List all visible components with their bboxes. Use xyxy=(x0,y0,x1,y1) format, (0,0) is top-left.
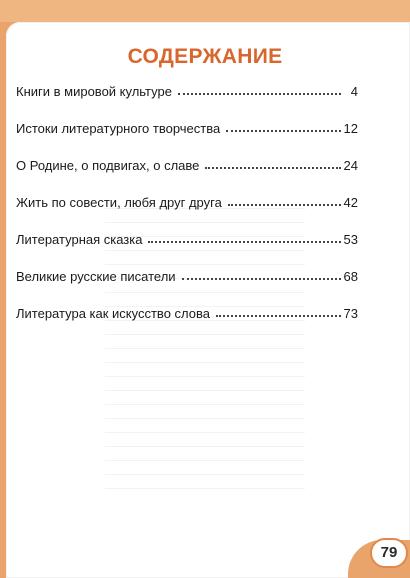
toc-entry-page: 42 xyxy=(343,195,358,210)
toc-entry-page: 53 xyxy=(343,232,358,247)
toc-entry[interactable] xyxy=(16,306,358,343)
top-frame-strip xyxy=(0,0,410,22)
toc-entry-title: Великие русские писатели xyxy=(16,269,176,284)
toc-entry[interactable] xyxy=(16,158,358,195)
toc-leader-dots xyxy=(226,122,340,132)
toc-entry-page: 73 xyxy=(343,306,358,321)
toc-entry-title: Жить по совести, любя друг друга xyxy=(16,195,222,210)
toc-entry[interactable] xyxy=(16,84,358,121)
table-of-contents xyxy=(16,84,358,343)
toc-leader-dots xyxy=(216,307,341,317)
toc-leader-dots xyxy=(182,270,341,280)
toc-entry[interactable] xyxy=(16,195,358,232)
toc-entry[interactable] xyxy=(16,232,358,269)
toc-entry-title: О Родине, о подвигах, о славе xyxy=(16,158,200,173)
toc-entry-title: Литературная сказка xyxy=(16,232,143,247)
toc-leader-dots xyxy=(228,196,341,206)
toc-entry[interactable] xyxy=(16,269,358,306)
toc-entry-title: Литература как искусство слова xyxy=(16,306,210,321)
page-number-badge: 79 xyxy=(370,538,408,568)
toc-entry-page: 24 xyxy=(343,158,358,173)
toc-entry-page: 4 xyxy=(350,84,358,99)
toc-entry-title: Книги в мировой культуре xyxy=(16,84,172,99)
toc-entry-page: 68 xyxy=(343,269,358,284)
toc-entry[interactable] xyxy=(16,121,358,158)
toc-leader-dots xyxy=(178,85,341,95)
toc-leader-dots xyxy=(148,233,340,243)
toc-leader-dots xyxy=(205,159,340,169)
toc-entry-page: 12 xyxy=(343,121,358,136)
page-title: СОДЕРЖАНИЕ xyxy=(127,45,283,68)
toc-entry-title: Истоки литературного творчества xyxy=(16,121,221,136)
